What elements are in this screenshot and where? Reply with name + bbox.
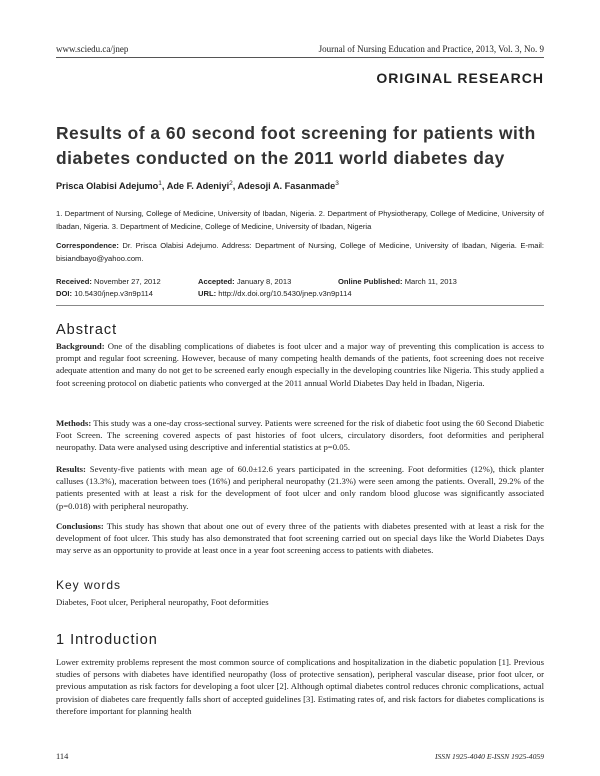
results-label: Results: (56, 464, 86, 474)
accepted-date: January 8, 2013 (236, 277, 292, 286)
doi-label: DOI: (56, 289, 73, 298)
journal-name: Journal of Nursing Education and Practice, 2013, Vol. 3, No. 9 (318, 44, 544, 54)
running-head (56, 44, 544, 54)
url-link[interactable]: http://dx.doi.org/10.5430/jnep.v3n9p114 (218, 289, 352, 298)
author-name: Adesoji A. Fasanmade (237, 181, 336, 192)
correspondence-label: Correspondence: (56, 241, 119, 250)
background-label: Background: (56, 341, 105, 351)
received-label: Received: (56, 277, 92, 286)
conclusions-label: Conclusions: (56, 521, 104, 531)
meta-rule (56, 305, 544, 306)
author-affil-number: 3 (335, 180, 339, 187)
methods-text: This study was a one-day cross-sectional survey. Patients were screened for the risk of diabetic foot using the 60 Second Diabetic Foot Screen. The screening covered aspects of past histories of foot ulcers, circulatory disorders, foot deformities and peripheral neuropathy. Data were analysed using descriptive and inferential statistics at p=0.05. (56, 418, 544, 453)
abstract-results (56, 463, 544, 512)
article-dates (56, 276, 544, 300)
abstract-background (56, 340, 544, 389)
section-label: ORIGINAL RESEARCH (376, 70, 544, 86)
author-list: Prisca Olabisi Adejumo$^1$, Ade F. Adeniyi$^2$, Adesoji A. Fasanmade$^3$ (56, 180, 339, 192)
accepted-label: Accepted: (198, 277, 235, 286)
affiliations: 1. Department of Nursing, College of Medicine, University of Ibadan, Nigeria. 2. Department of Physiotherapy, College of Medicine, University of Ibadan, Nigeria. 3. Department of Medicine, College of Medicine, University of Ibadan, Nigeria (56, 209, 544, 231)
results-text: Seventy-five patients with mean age of 60.0±12.6 years participated in the screening. Foot deformities (12%), thick planter calluses (13.3%), maceration between toes (16%) and peripheral neuropathy (21.3%) were seen among the patients. Overall, 29.2% of the patients presented with at least a risk for the development of foot ulcer and only random blood glucose was significantly associated (p=0.018) with peripheral neuropathy. (56, 464, 545, 511)
url-label: URL: (198, 289, 217, 298)
author-name: Ade F. Adeniyi (166, 181, 230, 192)
correspondence (56, 239, 544, 265)
abstract-methods (56, 417, 544, 454)
received-date: November 27, 2012 (94, 277, 161, 286)
paper-title: Results of a 60 second foot screening for patients with diabetes conducted on the 2011 world diabetes day (56, 123, 536, 168)
published-date: March 11, 2013 (404, 277, 457, 286)
issn: ISSN 1925-4040 E-ISSN 1925-4059 (434, 752, 544, 761)
author-affil-number: 1 (158, 180, 162, 187)
keywords-heading: Key words (56, 578, 122, 592)
abstract-heading: Abstract (56, 322, 118, 338)
page-number: 114 (56, 752, 69, 761)
abstract-conclusions (56, 520, 544, 557)
methods-label: Methods: (56, 418, 92, 428)
doi-value[interactable]: 10.5430/jnep.v3n9p114 (74, 289, 153, 298)
conclusions-text: This study has shown that about one out of every three of the patients with diabetes presented with at least a risk for the development of foot ulcer. This study has also demonstrated that foot screening carried out on special days like the World Diabetes Days may serve as an opportunity to provide at least once in a year foot screening access to patients with diabetes. (56, 521, 544, 556)
background-text: One of the disabling complications of diabetes is foot ulcer and a major way of preventing this complication is access to prompt and regular foot screening. However, because of many competing health demands of the patients, foot screening does not receive adequate attention and many do not get to be screened early enough especially in the developing countries like Nigeria. This study applied a foot screening protocol on diabetic patients who converged at the 2011 annual World Diabetes Day held in Ibadan, Nigeria. (56, 341, 545, 388)
published-label: Online Published: (338, 277, 403, 286)
site-url[interactable]: www.sciedu.ca/jnep (56, 44, 129, 54)
introduction-heading: 1 Introduction (56, 632, 158, 648)
header-rule (56, 57, 544, 58)
introduction-text: Lower extremity problems represent the most common source of complications and hospitalization in the diabetic population [1]. Previous studies of persons with diabetes have identified neuropathy (loss of protective sensation), peripheral vascular disease, prior foot ulcer, or previous amputation as risk factors for developing a foot ulcer [2]. Although optimal diabetes control reduces chronic complications, actual provision of diabetes care frequently falls short of accepted guidelines [3]. Estimating rates of, and risk factors for diabetes complications is therefore important for planning health (56, 657, 544, 716)
author-name: Prisca Olabisi Adejumo (56, 181, 159, 192)
author-affil-number: 2 (229, 180, 233, 187)
keywords-text: Diabetes, Foot ulcer, Peripheral neuropathy, Foot deformities (56, 597, 269, 607)
correspondence-text: Dr. Prisca Olabisi Adejumo. Address: Department of Nursing, College of Medicine, University of Ibadan, Nigeria. E-mail: bisiandbayo@yahoo.com. (56, 241, 544, 263)
